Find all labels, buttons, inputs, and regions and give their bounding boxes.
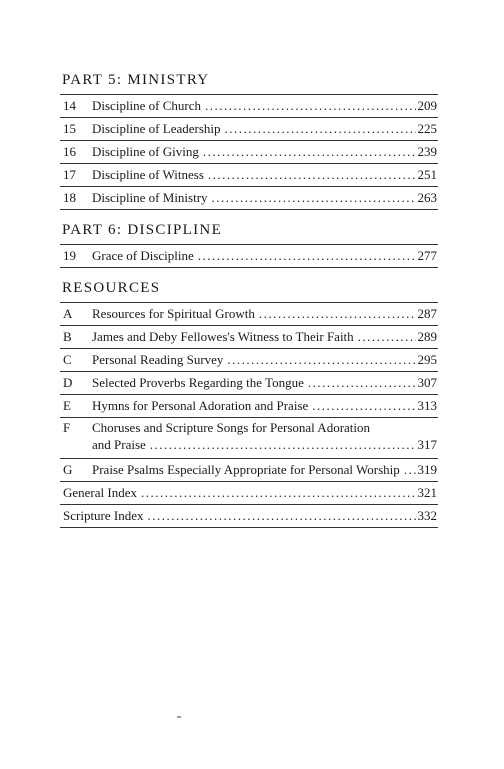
toc-entry[interactable] [60, 505, 438, 528]
entry-page: 277 [417, 248, 437, 263]
entry-title: James and Deby Fellowes's Witness to Their Faith [92, 329, 354, 344]
toc-entry[interactable] [60, 164, 438, 187]
leader-dots [198, 245, 416, 267]
entry-title: Discipline of Leadership [92, 121, 221, 136]
toc-entry[interactable] [60, 141, 438, 164]
entry-number: 17 [63, 167, 76, 182]
entry-number: 15 [63, 121, 76, 136]
entry-line [60, 418, 438, 436]
entry-title: Praise Psalms Especially Appropriate for Personal Worship [92, 462, 400, 477]
leader-dots [141, 482, 416, 504]
entry-page: 287 [417, 306, 437, 321]
entry-title: Choruses and Scripture Songs for Personal Adoration [92, 420, 371, 435]
toc-entry[interactable] [60, 187, 438, 210]
entry-page: 263 [417, 190, 437, 205]
leader-dots [205, 95, 415, 117]
leader-dots [148, 505, 416, 527]
toc-entry[interactable] [60, 395, 438, 418]
toc-entry[interactable] [60, 245, 438, 268]
section-heading: PART 5: MINISTRY [62, 72, 210, 88]
entry-number: G [63, 462, 73, 477]
leader-dots [308, 372, 416, 394]
entry-page: 313 [417, 398, 437, 413]
entry-line [60, 436, 438, 456]
table-of-contents [60, 70, 438, 538]
entry-page: 307 [417, 375, 437, 390]
toc-entry[interactable] [60, 95, 438, 118]
toc-entry[interactable] [60, 482, 438, 505]
entry-title: Discipline of Witness [92, 167, 204, 182]
entry-number: A [63, 306, 73, 321]
toc-entry[interactable] [60, 372, 438, 395]
section-part-5 [60, 70, 438, 210]
leader-dots [208, 164, 416, 186]
entry-title: Resources for Spiritual Growth [92, 306, 255, 321]
entry-page: 295 [417, 352, 437, 367]
entry-page: 319 [417, 462, 437, 477]
entry-page: 317 [417, 437, 437, 452]
entry-page: 225 [417, 121, 437, 136]
leader-dots [212, 187, 416, 209]
entry-title: General Index [63, 485, 137, 500]
leader-dots [225, 118, 416, 140]
section-part-6 [60, 220, 438, 268]
entry-number: 19 [63, 248, 76, 263]
entry-title: Hymns for Personal Adoration and Praise [92, 398, 309, 413]
entry-number: 18 [63, 190, 76, 205]
leader-dots [227, 349, 415, 371]
entry-page: 209 [417, 98, 437, 113]
leader-dots [150, 436, 416, 454]
toc-entry[interactable] [60, 118, 438, 141]
toc-entry[interactable] [60, 418, 438, 459]
print-mark [177, 716, 181, 718]
entry-number: 16 [63, 144, 76, 159]
entry-title: Personal Reading Survey [92, 352, 224, 367]
entry-title: Discipline of Ministry [92, 190, 208, 205]
entry-title: Grace of Discipline [92, 248, 194, 263]
toc-entry[interactable] [60, 326, 438, 349]
entry-number: B [63, 329, 72, 344]
leader-dots [203, 141, 416, 163]
section-heading: PART 6: DISCIPLINE [62, 222, 223, 238]
entry-page: 239 [417, 144, 437, 159]
entry-number: E [63, 398, 71, 413]
entry-title: Discipline of Giving [92, 144, 199, 159]
entry-page: 289 [417, 329, 437, 344]
section-heading: RESOURCES [62, 280, 161, 296]
entry-title: Discipline of Church [92, 98, 202, 113]
entry-page: 321 [417, 485, 437, 500]
toc-entry[interactable] [60, 349, 438, 372]
entry-title: Scripture Index [63, 508, 144, 523]
leader-dots [404, 459, 416, 481]
entry-number: 14 [63, 98, 76, 113]
entry-number: F [63, 420, 71, 435]
entry-number: D [63, 375, 73, 390]
leader-dots [259, 303, 416, 325]
entry-title-continued: and Praise [92, 437, 146, 452]
toc-entry[interactable] [60, 303, 438, 326]
entry-number: C [63, 352, 72, 367]
leader-dots [358, 326, 416, 348]
section-resources [60, 278, 438, 528]
entry-page: 251 [417, 167, 437, 182]
leader-dots [312, 395, 415, 417]
entry-page: 332 [417, 508, 437, 523]
entry-title: Selected Proverbs Regarding the Tongue [92, 375, 304, 390]
toc-entry[interactable] [60, 459, 438, 482]
